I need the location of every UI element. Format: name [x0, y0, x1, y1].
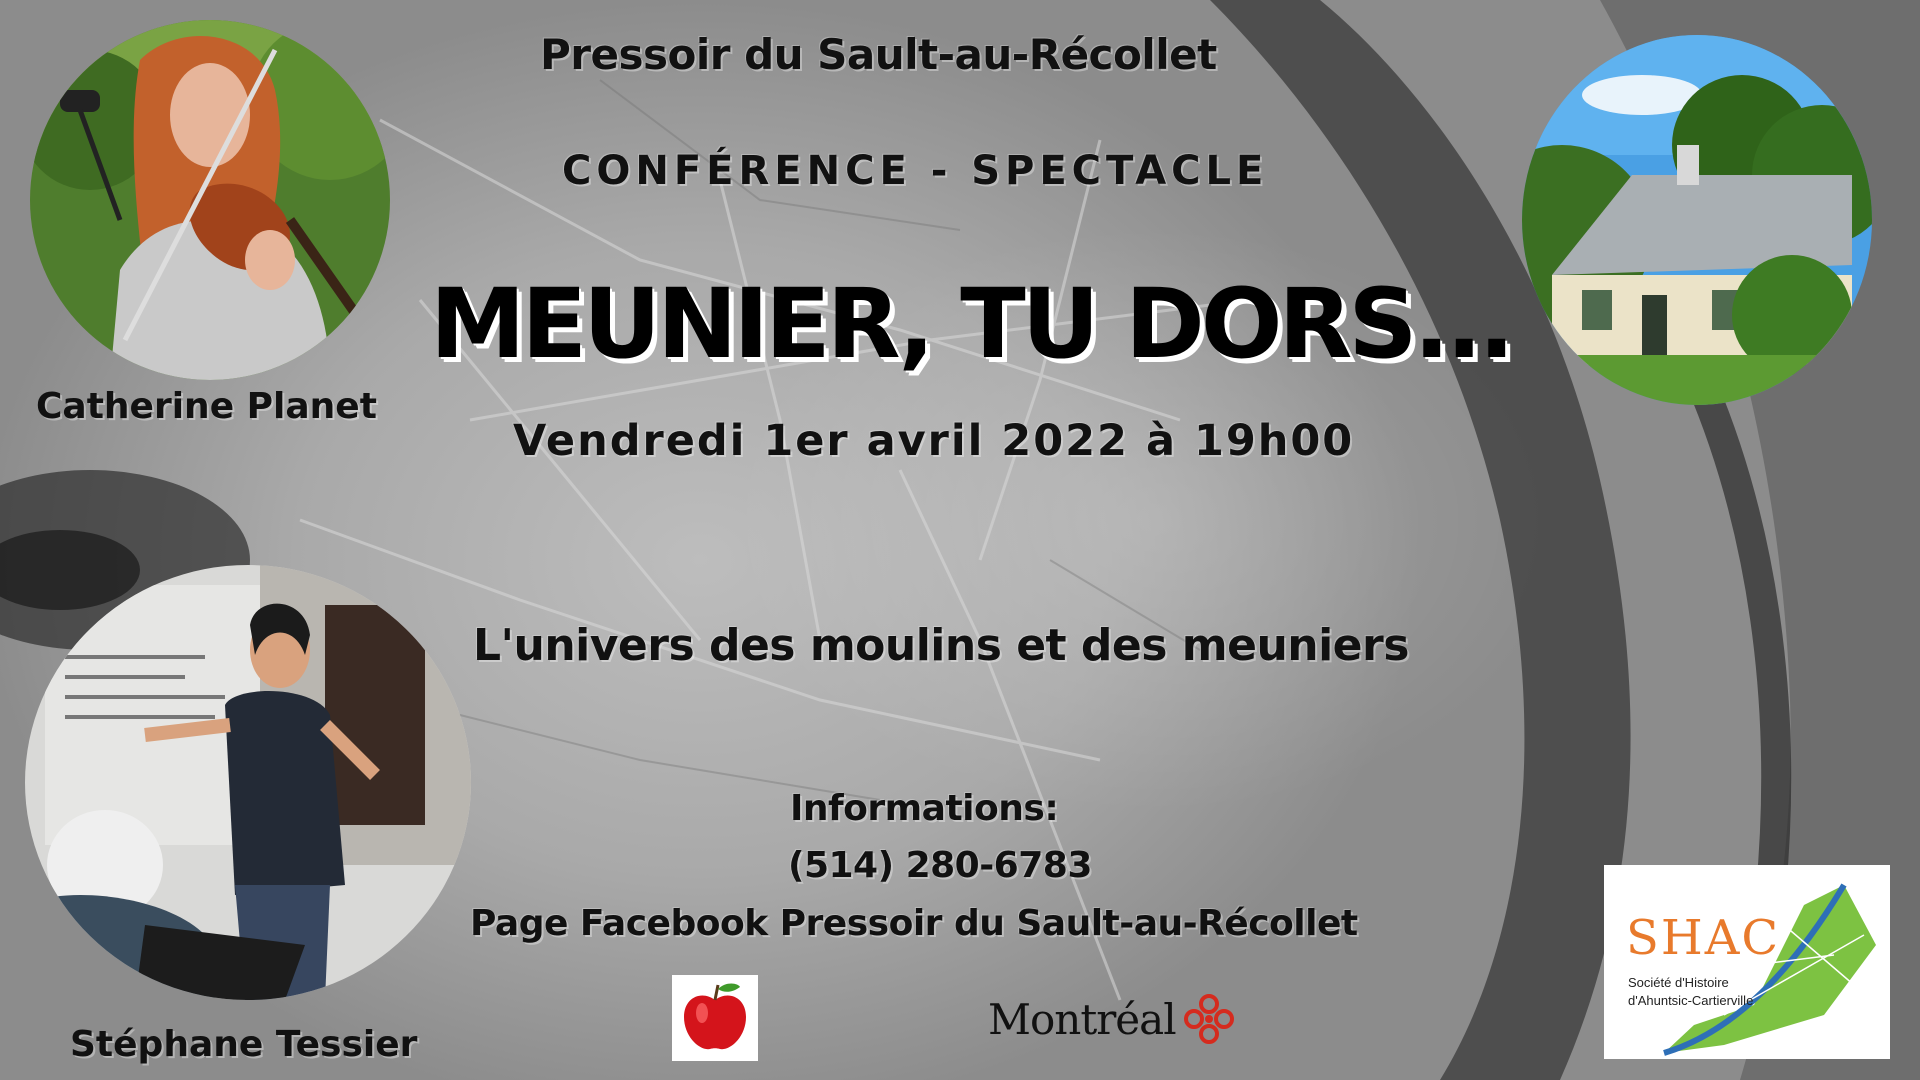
apple-icon: [672, 975, 758, 1061]
stephane-tessier-photo: [25, 565, 471, 1000]
facebook-page: Page Facebook Pressoir du Sault-au-Récollet: [470, 903, 1358, 944]
shac-line-1: Société d'Histoire: [1628, 975, 1729, 990]
shac-line-2: d'Ahuntsic-Cartierville: [1628, 993, 1754, 1008]
main-title: MEUNIER, TU DORS...: [430, 268, 1511, 380]
info-label: Informations:: [790, 788, 1059, 829]
pressoir-building-photo: [1522, 35, 1872, 405]
montreal-logo: [988, 992, 1236, 1046]
montreal-rosette-icon: [1182, 992, 1236, 1046]
venue-title: Pressoir du Sault-au-Récollet: [540, 30, 1217, 79]
stephane-name: Stéphane Tessier: [70, 1024, 418, 1065]
event-type: CONFÉRENCE - SPECTACLE: [562, 148, 1269, 194]
shac-logo: [1604, 865, 1890, 1059]
catherine-name: Catherine Planet: [36, 386, 377, 427]
shac-name: SHAC: [1626, 910, 1781, 966]
phone-number: (514) 280-6783: [788, 845, 1092, 886]
catherine-planet-photo: [30, 20, 390, 380]
tagline: L'univers des moulins et des meuniers: [473, 620, 1409, 671]
event-date: Vendredi 1er avril 2022 à 19h00: [513, 416, 1355, 466]
montreal-wordmark: Montréal: [988, 994, 1176, 1044]
